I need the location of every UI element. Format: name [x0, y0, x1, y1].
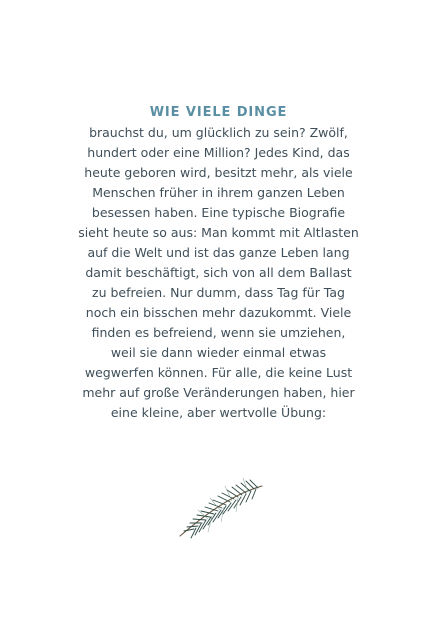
body-line: Menschen früher in ihrem ganzen Leben: [92, 185, 345, 200]
page-heading: WIE VIELE DINGE: [149, 105, 288, 120]
body-line: noch ein bisschen mehr dazukommt. Viele: [85, 305, 352, 320]
body-line: besessen haben. Eine typische Biografie: [91, 205, 346, 220]
pine-sprig-icon: [170, 472, 270, 542]
body-line: weil sie dann wieder einmal etwas: [110, 345, 327, 360]
body-line: auf die Welt und ist das ganze Leben lang: [87, 245, 350, 260]
body-line: zu befreien. Nur dumm, dass Tag für Tag: [92, 285, 345, 300]
body-line: eine kleine, aber wertvolle Übung:: [110, 405, 327, 420]
body-line: heute geboren wird, besitzt mehr, als viele: [84, 165, 353, 180]
body-line: hundert oder eine Million? Jedes Kind, das: [87, 145, 350, 160]
body-line: finden es befreiend, wenn sie umziehen,: [91, 325, 346, 340]
body-line: damit beschäftigt, sich von all dem Ballast: [85, 265, 352, 280]
body-line: mehr auf große Veränderungen haben, hier: [82, 385, 355, 400]
body-line: sieht heute so aus: Man kommt mit Altlasten: [78, 225, 359, 240]
body-line: wegwerfen können. Für alle, die keine Lust: [84, 365, 353, 380]
body-line: brauchst du, um glücklich zu sein? Zwölf,: [89, 125, 348, 140]
body-paragraph: [0, 123, 437, 423]
